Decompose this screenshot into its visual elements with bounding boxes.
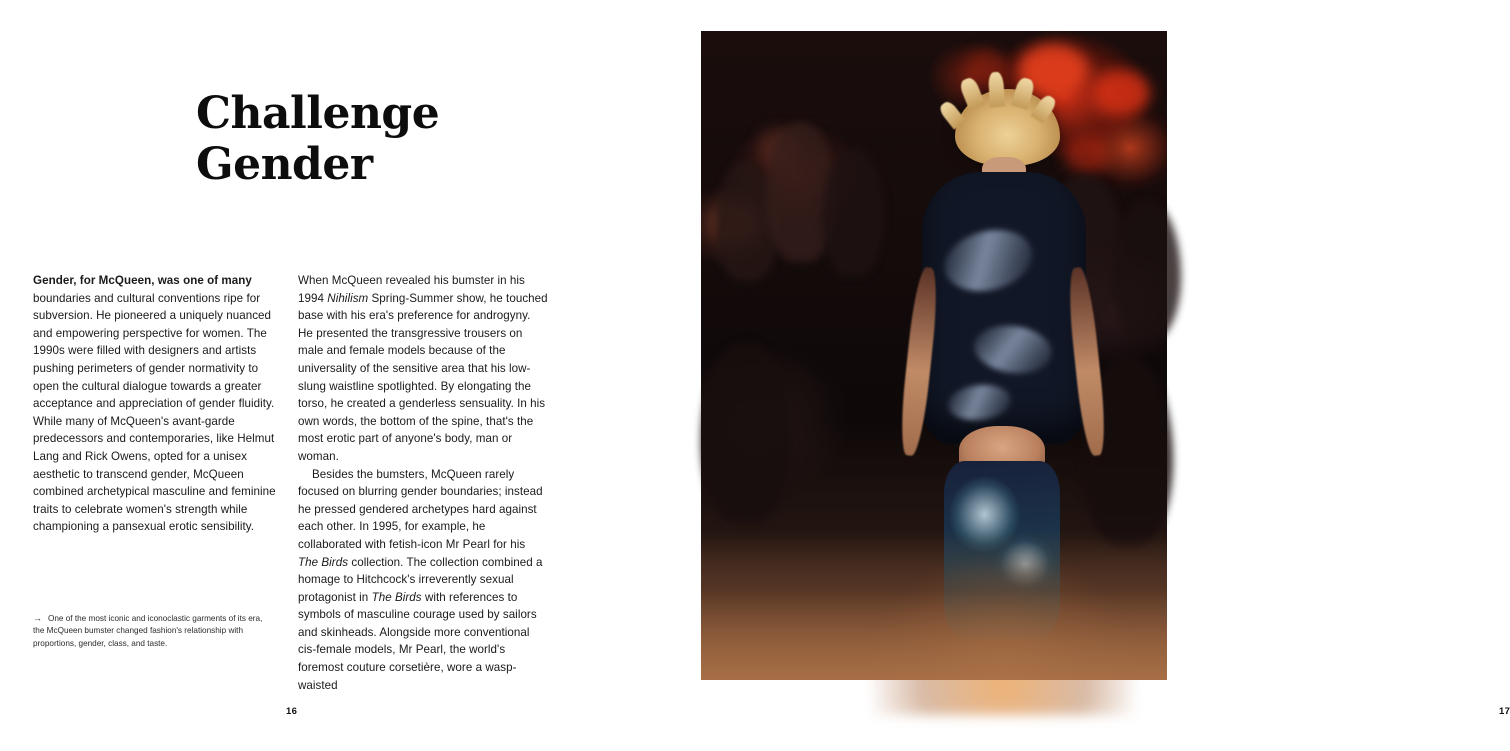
intro-body-text: boundaries and cultural conventions ripe for subversion. He pioneered a uniquely nuanced and empowering perspective for women. The 1990s were filled with designers and artists pushing perimeters of gender normativity to open the cultural dialogue towards a greater acceptance and appreciation of gender fluidity. While many of McQueen's avant-garde predecessors and contemporaries, like Helmut Lang and Rick Owens, opted for a unisex aesthetic to transcend gender, McQueen combined archetypical masculine and feminine traits to celebrate women's strength while championing a pansexual erotic sensibility. [33,291,276,534]
para1-part-a: When McQueen revealed his bumster in his 1994 [298,274,525,305]
para1-part-b: Spring-Summer show, he touched base with his era's preference for androgyny. He presented the transgressive trousers on male and female models because of the universality of the sensitive area that his low-slung waistline spotlighted. By elongating the torso, he created a genderless sensuality. In his own words, the bottom of the spine, that's the most erotic part of anyone's body, man or woman. [298,291,548,463]
runway-photograph [701,31,1167,680]
bokeh-light [1092,70,1150,116]
figure-caption [33,612,263,650]
paragraph-bumster [298,272,548,466]
title-line-1: Challenge [196,88,440,139]
left-page [0,0,600,751]
crowd-silhouette [701,343,791,523]
title-line-2: Gender [196,139,373,190]
paragraph-intro [33,272,283,536]
arrow-right-icon: → [33,613,42,623]
crowd-silhouette [1111,200,1181,340]
crowd-silhouette [822,148,884,276]
title-nihilism: Nihilism [327,291,369,305]
title-the-birds-2: The Birds [371,590,422,604]
right-page [600,0,1510,751]
runway-floor [701,530,1167,680]
caption-text: One of the most iconic and iconoclastic garments of its era, the McQueen bumster changed fashion's relationship with proportions, gender, class, and taste. [33,614,263,648]
para2-part-c: with references to symbols of masculine courage used by sailors and skinheads. Alongside more conventional cis-female models, Mr Pearl, the world's foremost couture corsetière, wore a wasp-waisted [298,590,537,692]
para2-part-a: Besides the bumsters, McQueen rarely focused on blurring gender boundaries; instead he pressed gendered archetypes hard against each other. In 1995, for example, he collaborated with fetish-icon Mr Pearl for his [298,467,543,551]
body-column-1 [33,272,283,536]
para2-part-b: collection. The collection combined a homage to Hitchcock's irreverently sexual protagonist in [298,555,543,604]
paragraph-archetypes [298,466,548,695]
title-the-birds-1: The Birds [298,555,349,569]
body-column-2 [298,272,548,694]
page-number-left: 16 [286,706,298,717]
page-title [196,88,576,190]
page-number-right: 17 [1499,706,1510,717]
lead-in-text: Gender, for McQueen, was one of many [33,274,252,287]
